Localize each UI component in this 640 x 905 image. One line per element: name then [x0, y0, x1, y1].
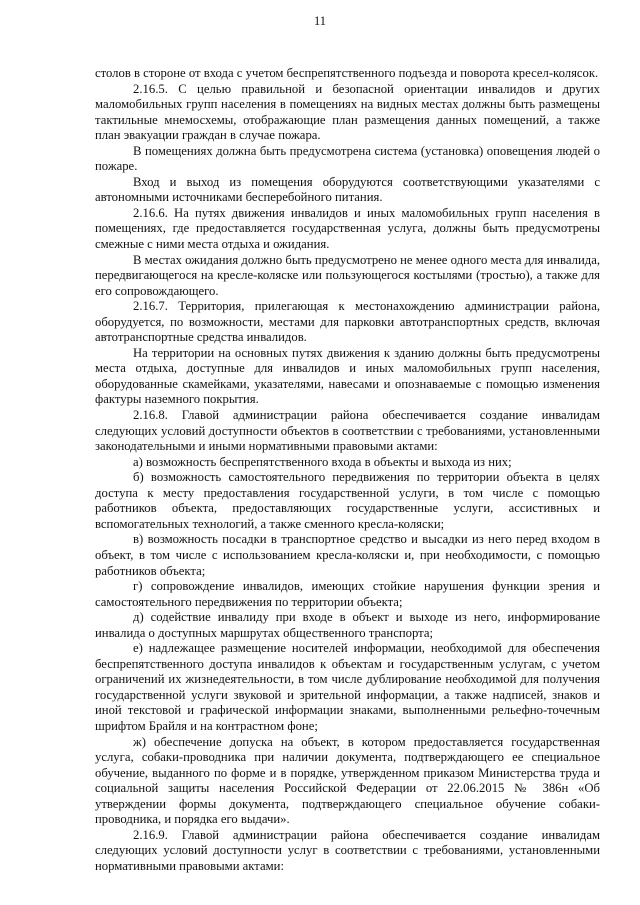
list-item: а) возможность беспрепятственного входа в объекты и выхода из них; — [133, 454, 512, 469]
paragraph: На территории на основных путях движения к зданию должны быть предусмотрены места отдыха, доступные для инвалидов и иных маломобильных групп населения, оборудованные скамейками, указателями, навесами и опознаваемые с помощью изменения фактуры наземного покрытия. — [95, 345, 600, 407]
page-number: 11 — [313, 14, 327, 28]
list-item: б) возможность самостоятельного передвижения по территории объекта в целях доступа к месту предоставления государственной услуги, в том числе с помощью работников объекта, предоставляющих государственные услуги, ассистивных и вспомогательных технологий, а также сменного кресла-коляски; — [95, 470, 600, 531]
document-body — [95, 66, 600, 874]
list-item: г) сопровождение инвалидов, имеющих стойкие нарушения функции зрения и самостоятельного передвижения по территории объекта; — [95, 579, 600, 609]
paragraph: 2.16.7. Территория, прилегающая к местонахождению администрации района, оборудуется, по возможности, местами для парковки автотранспортных средств, включая автотранспортные средства инвалидов. — [95, 299, 600, 345]
list-item: д) содействие инвалиду при входе в объект и выходе из него, информирование инвалида о доступных маршрутах общественного транспорта; — [95, 610, 600, 640]
paragraph: 2.16.8. Главой администрации района обеспечивается создание инвалидам следующих условий доступности объектов в соответствии с требованиями, установленными законодательными и иными нормативными правовыми актами: — [95, 408, 600, 454]
paragraph: Вход и выход из помещения оборудуются соответствующими указателями с автономными источниками бесперебойного питания. — [95, 174, 600, 205]
paragraph: В помещениях должна быть предусмотрена система (установка) оповещения людей о пожаре. — [95, 143, 600, 174]
list-item: ж) обеспечение допуска на объект, в котором предоставляется государственная услуга, собаки-проводника при наличии документа, подтверждающего ее специальное обучение, выданного по форме и в порядке, утвержденном приказом Министерства труда и социальной защиты населения Российской Федерации от 22.06.2015 № 386н «Об утверждении формы документа, подтверждающего специальное обучение собаки-проводника, и порядка его выдачи». — [95, 734, 600, 827]
list-item: е) надлежащее размещение носителей информации, необходимой для обеспечения беспрепятственного доступа инвалидов к объектам и государственным услугам, с учетом ограничений их жизнедеятельности, в том числе дублирование необходимой для получения государственной услуги звуковой и зрительной информации, а также надписей, знаков и иной текстовой и графической информации знаками, выполненными рельефно-точечным шрифтом Брайля и на контрастном фоне; — [95, 641, 600, 733]
paragraph: столов в стороне от входа с учетом беспрепятственного подъезда и поворота кресел-колясок. — [95, 66, 599, 80]
list-item: в) возможность посадки в транспортное средство и высадки из него перед входом в объект, в том числе с использованием кресла-коляски и, при необходимости, с помощью работников объекта; — [95, 532, 600, 578]
paragraph: 2.16.6. На путях движения инвалидов и иных маломобильных групп населения в помещениях, где предоставляется государственная услуга, должны быть предусмотрены смежные с ними места отдыха и ожидания. — [95, 205, 600, 252]
paragraph: 2.16.9. Главой администрации района обеспечивается создание инвалидам следующих условий доступности услуг в соответствии с требованиями, установленными нормативными правовыми актами: — [95, 827, 600, 873]
paragraph: 2.16.5. С целью правильной и безопасной ориентации инвалидов и других маломобильных групп населения в помещениях на видных местах должны быть размещены тактильные мнемосхемы, отображающие план размещения данных помещений, а также план эвакуации граждан в случае пожара. — [95, 81, 600, 143]
paragraph: В местах ожидания должно быть предусмотрено не менее одного места для инвалида, передвигающегося на кресле-коляске или пользующегося костылями (тростью), а также для его сопровождающего. — [95, 252, 600, 298]
